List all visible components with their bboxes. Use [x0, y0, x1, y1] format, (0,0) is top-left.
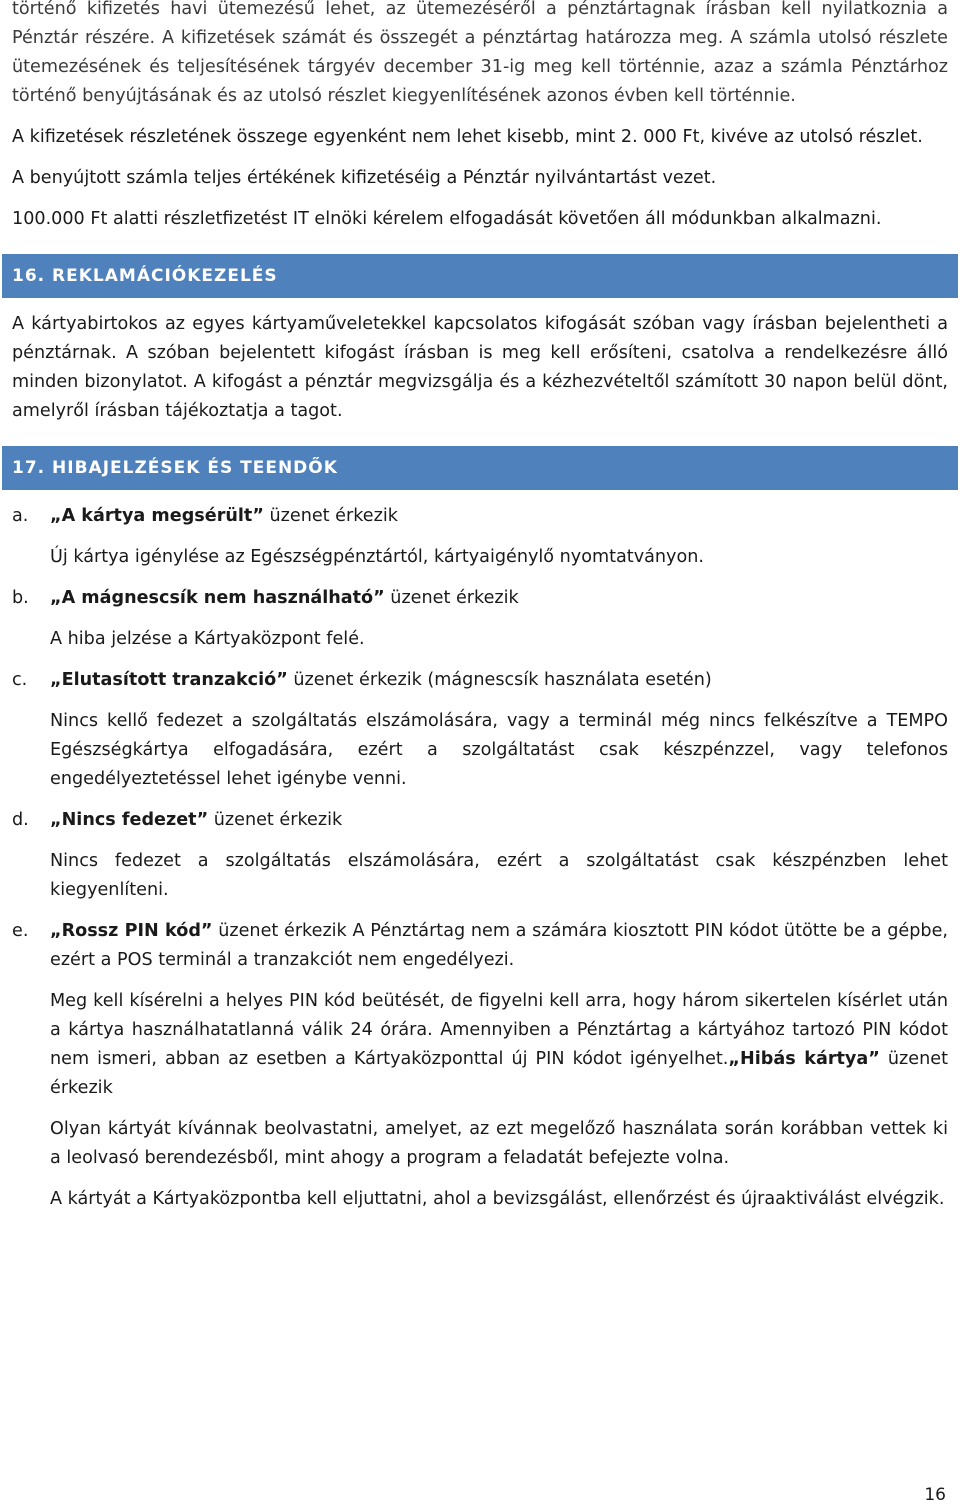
item-rest: üzenet érkezik [384, 588, 519, 608]
item-c-detail: Nincs kellő fedezet a szolgáltatás elszámolására, vagy a terminál még nincs felkészítve a TEMPO Egészségkártya elfogadására, ezért a szolgáltatást csak készpénzzel, vagy telefonos engedélyeztetéssel lehet igénybe venni. [50, 711, 948, 789]
item-letter: c. [12, 670, 28, 690]
item-bold-label: „A kártya megsérült” [50, 506, 264, 526]
list-item-e [12, 917, 948, 975]
item-title [50, 502, 948, 531]
list-item-a [12, 502, 948, 531]
intro-paragraph-3: A benyújtott számla teljes értékének kifizetéséig a Pénztár nyilvántartást vezet. [12, 168, 717, 188]
item-rest: üzenet érkezik [263, 506, 398, 526]
section-16-body: A kártyabirtokos az egyes kártyaműveletekkel kapcsolatos kifogását szóban vagy írásban bejelentheti a pénztárnak. A szóban bejelentett kifogást írásban is meg kell erősíteni, csatolva a rendelkezésre álló minden bizonylatot. A kifogást a pénztár megvizsgálja és a kézhezvételtől számított 30 napon belül dönt, amelyről írásban tájékoztatja a tagot. [12, 314, 948, 421]
item-title [50, 917, 948, 975]
item-letter: b. [12, 588, 29, 608]
item-rest: üzenet érkezik (mágnescsík használata esetén) [287, 670, 712, 690]
list-item-b [12, 584, 948, 613]
intro-paragraph-2: A kifizetések részletének összege egyenként nem lehet kisebb, mint 2. 000 Ft, kivéve az utolsó részlet. [12, 127, 923, 147]
item-letter: e. [12, 921, 29, 941]
item-bold-label: „Rossz PIN kód” [50, 921, 213, 941]
intro-paragraph-4: 100.000 Ft alatti részletfizetést IT elnöki kérelem elfogadását követően áll módunkban alkalmazni. [12, 209, 882, 229]
page-content [12, 0, 948, 1226]
item-title [50, 584, 948, 613]
item-bold-label: „Elutasított tranzakció” [50, 670, 288, 690]
item-bold-label: „Nincs fedezet” [50, 810, 209, 830]
item-letter: a. [12, 506, 29, 526]
item-a-detail: Új kártya igénylése az Egészségpénztártól, kártyaigénylő nyomtatványon. [50, 547, 704, 567]
page-number: 16 [924, 1485, 946, 1505]
item-e-detail-2: A kártyát a Kártyaközpontba kell eljuttatni, ahol a bevizsgálást, ellenőrzést és újraaktiválást elvégzik. [50, 1189, 945, 1209]
section-16-heading: 16. REKLAMÁCIÓKEZELÉS [2, 254, 958, 298]
item-rest: üzenet érkezik [208, 810, 343, 830]
item-title [50, 806, 948, 835]
item-b-detail: A hiba jelzése a Kártyaközpont felé. [50, 629, 365, 649]
item-letter: d. [12, 810, 29, 830]
item-rest: üzenet érkezik A Pénztártag nem a számára kiosztott PIN kódot ütötte be a gépbe, ezért a POS terminál a tranzakciót nem engedélyezi. [50, 921, 948, 970]
intro-paragraph-1: történő kifizetés havi ütemezésű lehet, az ütemezéséről a pénztártagnak írásban kell nyilatkoznia a Pénztár részére. A kifizetések számát és összegét a pénztártag határozza meg. A számla utolsó részlete ütemezésének és teljesítésének tárgyév december 31-ig meg kell történnie, azaz a számla Pénztárhoz történő benyújtásának és az utolsó részlet kiegyenlítésének azonos évben kell történnie. [12, 0, 948, 106]
list-item-c [12, 666, 948, 695]
detail-text-rest: üzenet érkezik [50, 1049, 948, 1098]
item-d-detail: Nincs fedezet a szolgáltatás elszámolására, ezért a szolgáltatást csak készpénzben lehet kiegyenlíteni. [50, 851, 948, 900]
item-e-detail-1: Olyan kártyát kívánnak beolvastatni, amelyet, az ezt megelőző használata során korábban vettek ki a leolvasó berendezésből, mint ahogy a program a feladatát befejezte volna. [50, 1119, 948, 1168]
section-17-heading: 17. HIBAJELZÉSEK ÉS TEENDŐK [2, 446, 958, 490]
detail-text: Meg kell kísérelni a helyes PIN kód beütését, de figyelni kell arra, hogy három sikertelen kísérlet után a kártya használhatatlanná válik 24 órára. Amennyiben a Pénztártag a kártyához tartozó PIN kódot nem ismeri, abban az esetben a Kártyaközponttal új PIN kódot igényelhet. [50, 991, 948, 1069]
item-bold-label: „A mágnescsík nem használható” [50, 588, 385, 608]
item-title [50, 666, 948, 695]
list-item-d [12, 806, 948, 835]
item-e-detail-mixed [50, 987, 948, 1103]
detail-bold-label: „Hibás kártya” [728, 1049, 880, 1069]
